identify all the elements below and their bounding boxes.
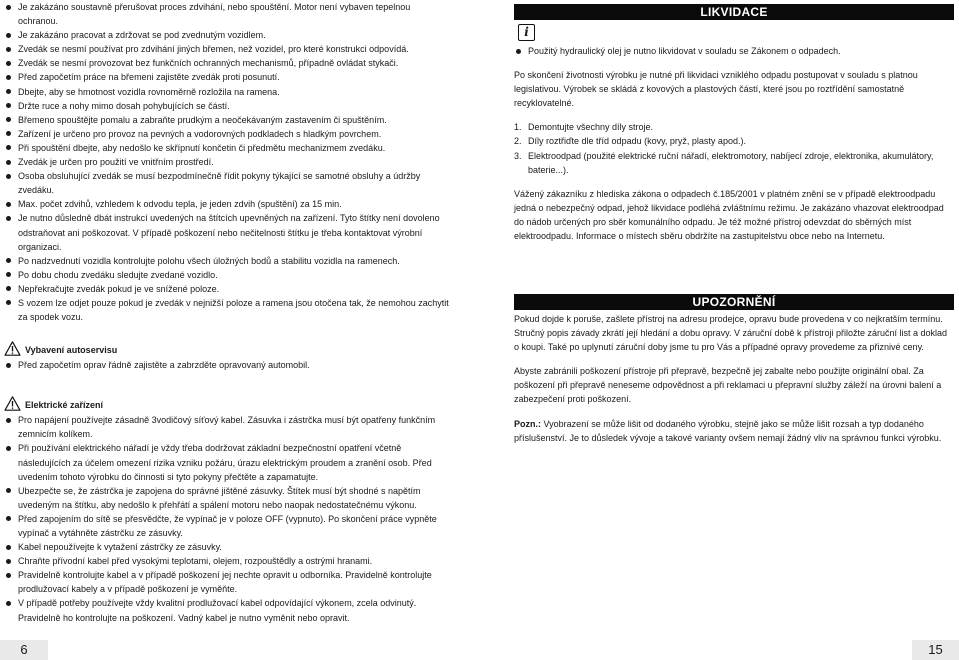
info-icon: i bbox=[518, 24, 535, 41]
safety-item: Před započetím práce na břemeni zajistěte zvedák proti posunutí. bbox=[4, 70, 452, 84]
electric-item: Ubezpečte se, že zástrčka je zapojena do správné jištěné zásuvky. Štítek musí být shodné s napětím uvedeným na štítku, aby nedošlo k přehřátí a spálení motoru nebo naopak nedostatečnému výkonu. bbox=[4, 484, 452, 512]
safety-item: Max. počet zdvihů, vzhledem k odvodu tepla, je jeden zdvih (spuštění) za 15 min. bbox=[4, 197, 452, 211]
safety-item: Zařízení je určeno pro provoz na pevných a vodorovných podkladech s hladkým povrchem. bbox=[4, 127, 452, 141]
service-title: Vybavení autoservisu bbox=[25, 345, 118, 356]
safety-item: Je zakázáno pracovat a zdržovat se pod zvednutým vozidlem. bbox=[4, 28, 452, 42]
transport-paragraph: Abyste zabránili poškození přístroje při přepravě, bezpečně jej zabalte nebo použijte originální obal. Za poškození při přepravě neneseme odpovědnost a při reklamaci u přepravní služby záleží na úrovni balení a zabezpečení proti poškození. bbox=[514, 366, 942, 405]
service-section bbox=[4, 340, 452, 372]
disposal-step: 3. Elektroodpad (použité elektrické ruční nářadí, elektromotory, nabíjecí zdroje, elektronika, akumulátory, baterie...). bbox=[514, 150, 934, 175]
electric-item: Pro napájení používejte zásadně 3vodičový síťový kabel. Zásuvka i zástrčka musí být opatřeny funkčním zemnicím kolíkem. bbox=[4, 413, 452, 441]
electric-item: Kabel nepoužívejte k vytažení zástrčky ze zásuvky. bbox=[4, 540, 452, 554]
safety-item: Zvedák se nesmí provozovat bez funkčních ochranných mechanismů, případně ovládat stykači. bbox=[4, 56, 452, 70]
safety-item: Při spouštění dbejte, aby nedošlo ke skřípnutí končetin či předmětu mechanizmem zvedáku. bbox=[4, 141, 452, 155]
liquidation-paragraph: Po skončení životnosti výrobku je nutné při likvidaci vzniklého odpadu postupovat v souladu s platnou legislativou. Výrobek se skládá z kovových a plastových částí, které jsou po roztřídění samostatně recyklovatelné. bbox=[514, 70, 918, 109]
page-number-left: 6 bbox=[0, 640, 48, 660]
safety-item: Dbejte, aby se hmotnost vozidla rovnoměrně rozložila na ramena. bbox=[4, 85, 452, 99]
page-number-right: 15 bbox=[912, 640, 959, 660]
warning-icon bbox=[4, 396, 21, 411]
disposal-step: 2. Díly roztřiďte dle tříd odpadu (kovy, pryž, plasty apod.). bbox=[514, 136, 746, 147]
note-paragraph bbox=[514, 417, 954, 445]
service-heading bbox=[4, 340, 452, 356]
right-column bbox=[514, 44, 954, 243]
warning-heading: UPOZORNĚNÍ bbox=[514, 294, 954, 310]
safety-item: Po dobu chodu zvedáku sledujte zvedané vozidlo. bbox=[4, 268, 452, 282]
electric-item: V případě potřeby používejte vždy kvalitní prodlužovací kabel odpovídající výkonem, zcela odvinutý. Pravidelně ho kontrolujte na poškození. Vadný kabel je nutno vyměnit nebo opravit. bbox=[4, 596, 452, 624]
safety-item: Po nadzvednutí vozidla kontrolujte polohu všech úložných bodů a stabilitu vozidla na ramenech. bbox=[4, 254, 452, 268]
disposal-steps bbox=[514, 120, 954, 176]
safety-item: Osoba obsluhující zvedák se musí bezpodmínečně řídit pokyny týkající se samotné obsluhy a údržby zvedáku. bbox=[4, 169, 452, 197]
safety-item: Břemeno spouštějte pomalu a zabraňte prudkým a neočekávaným zastavením či spuštěním. bbox=[4, 113, 452, 127]
safety-item: Je zakázáno soustavně přerušovat proces zdvihání, nebo spouštění. Motor není vybaven tepelnou ochranou. bbox=[4, 0, 452, 28]
electric-section bbox=[4, 395, 452, 624]
electric-item: Před zapojením do sítě se přesvědčte, že vypínač je v poloze OFF (vypnuto). Po skončení práce vypněte vypínač a vytáhněte zástrčku ze zásuvky. bbox=[4, 512, 452, 540]
liquidation-item: Použitý hydraulický olej je nutno likvidovat v souladu se Zákonem o odpadech. bbox=[514, 44, 954, 58]
liquidation-heading: LIKVIDACE bbox=[514, 4, 954, 20]
note-label: Pozn.: bbox=[514, 418, 541, 429]
right-column-lower bbox=[514, 312, 954, 445]
service-item: Před započetím oprav řádně zajistěte a zabrzděte opravovaný automobil. bbox=[4, 358, 452, 372]
safety-list bbox=[4, 0, 452, 324]
safety-item: Zvedák se nesmí používat pro zdvihání jiných břemen, než vozidel, pro které konstrukci odpovídá. bbox=[4, 42, 452, 56]
electric-item: Pravidelně kontrolujte kabel a v případě poškození jej nechte opravit u odborníka. Pravidelně kontrolujte prodlužovací kabely a v případě poškození je vyměňte. bbox=[4, 568, 452, 596]
repair-paragraph: Pokud dojde k poruše, zašlete přístroj na adresu prodejce, opravu bude provedena v co nejkratším termínu. Stručný popis závady zkrátí její hledání a dobu opravy. V záruční době k přístroji přiložte záruční list a doklad o koupi. Také po uplynutí záruční doby jsme tu pro Vás a případné opravy provedeme za přiznivé ceny. bbox=[514, 314, 948, 353]
liquidation-list bbox=[514, 44, 954, 58]
service-list bbox=[4, 358, 452, 372]
warning-icon bbox=[4, 341, 21, 356]
safety-item: Zvedák je určen pro použití ve vnitřním prostředí. bbox=[4, 155, 452, 169]
electric-heading bbox=[4, 395, 452, 411]
left-column bbox=[4, 0, 452, 625]
electric-list bbox=[4, 413, 452, 624]
safety-item: Držte ruce a nohy mimo dosah pohybujících se částí. bbox=[4, 99, 452, 113]
note-text: Vyobrazení se může lišit od dodaného výrobku, stejně jako se může lišit rozsah a typ dodaného příslušenství. Je to důsledek vývoje a takové varianty ovšem nemají žádný vliv na správnou funkci výrobku. bbox=[514, 418, 942, 443]
electric-title: Elektrické zařízení bbox=[25, 400, 104, 411]
electric-item: Při používání elektrického nářadí je vždy třeba dodržovat základní bezpečnostní opatření včetně následujících za účelem omezení rizika vzniku požáru, úrazu elektrickým proudem a zranění osob. Před uvedením tohoto výrobku do činnosti si tyto pokyny přečtěte a zapamatujte. bbox=[4, 441, 452, 483]
electric-item: Chraňte přívodní kabel před vysokými teplotami, olejem, rozpouštědly a ostrými hranami. bbox=[4, 554, 452, 568]
safety-item: Nepřekračujte zvedák pokud je ve snížené poloze. bbox=[4, 282, 452, 296]
safety-item: Je nutno důsledně dbát instrukcí uvedených na štítcích upevněných na zařízení. Tyto štítky není dovoleno odstraňovat ani poškozovat. V případě poškození nebo nečitelnosti štítku je třeba kontaktovat výrobní organizaci. bbox=[4, 211, 452, 253]
safety-item: S vozem lze odjet pouze pokud je zvedák v nejnižší poloze a ramena jsou otočena tak, že nemohou zachytit za spodek vozu. bbox=[4, 296, 452, 324]
disposal-step: 1. Demontujte všechny díly stroje. bbox=[514, 122, 654, 133]
customer-paragraph: Vážený zákazníku z hlediska zákona o odpadech č.185/2001 v platném znění se v případě elektroodpadu jedná o nebezpečný odpad, jehož likvidace podléhá zvláštnímu režimu. Je zakázáno vhazovat elektroodpad do nádob určených pro sběr komunálního odpadu. Je též možné přístroj odevzdat do sběrných míst elektroodpadu. Informace o místech sběru obdržíte na zastupitelstvu obce nebo na Internetu. bbox=[514, 188, 944, 242]
